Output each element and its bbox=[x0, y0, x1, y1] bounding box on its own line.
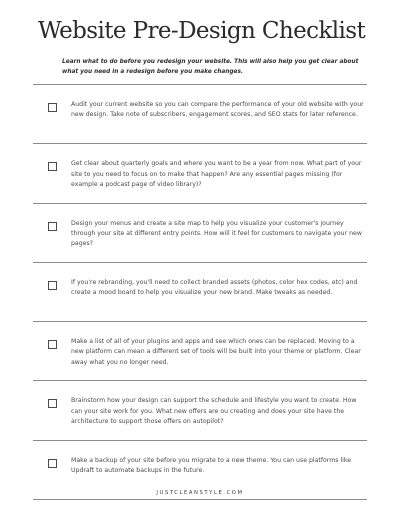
checklist-item bbox=[33, 380, 367, 439]
checkbox[interactable] bbox=[48, 103, 57, 112]
checklist-item bbox=[33, 321, 367, 380]
checklist-item-text: Brainstorm how your design can support the schedule and lifestyle you want to create. How can your site work for you. What new offers are ou creating and does your site have the architecture to support those offers on autopilot? bbox=[71, 397, 357, 426]
checklist-item-text: Audit your current website so you can compare the performance of your old website with your new design. Take note of subscribers, engagement scores, and SEO stats for later reference. bbox=[71, 101, 364, 119]
checklist-item-text: Design your menus and create a site map to help you visualize your customer's journey through your site at different entry points. How will it feel for customers to navigate your new pages? bbox=[71, 219, 362, 248]
checklist-item bbox=[33, 262, 367, 321]
checklist-item-text: Get clear about quarterly goals and where you want to be a year from now. What part of your site to you need to focus on to make that happen? Are any essential pages missing (for example a podcast page of video library)? bbox=[71, 160, 362, 188]
checklist-item bbox=[33, 203, 367, 262]
checkbox[interactable] bbox=[48, 162, 57, 171]
checkbox[interactable] bbox=[48, 222, 57, 231]
checklist-item-text: If you're rebranding, you'll need to collect branded assets (photos, color hex codes, etc) and create a mood board to help you visualize your new brand. Make tweaks as needed. bbox=[71, 278, 358, 297]
checkbox[interactable] bbox=[48, 399, 57, 408]
checklist-item-text: Make a list of all of your plugins and apps and see which ones can be replaced. Moving to a new platform can mean a different set of tools will be built into your theme or platform. Clear away what you no longer need. bbox=[71, 338, 361, 366]
footer-website: JUSTCLEANSTYLE.COM bbox=[156, 490, 244, 496]
checklist bbox=[33, 84, 367, 500]
checklist-item bbox=[33, 84, 367, 143]
intro-text: Learn what to do before you redesign your website. This will also help you get clear about what you need in a redesign before you make changes. bbox=[62, 59, 359, 75]
checkbox[interactable] bbox=[48, 340, 57, 349]
checklist-item-text: Make a backup of your site before you migrate to a new theme. You can use platforms like Updraft to automate backups in the future. bbox=[71, 456, 352, 475]
checkbox[interactable] bbox=[48, 459, 57, 468]
checkbox[interactable] bbox=[48, 281, 57, 290]
checklist-item bbox=[33, 143, 367, 202]
page-title: Website Pre-Design Checklist bbox=[38, 18, 366, 44]
